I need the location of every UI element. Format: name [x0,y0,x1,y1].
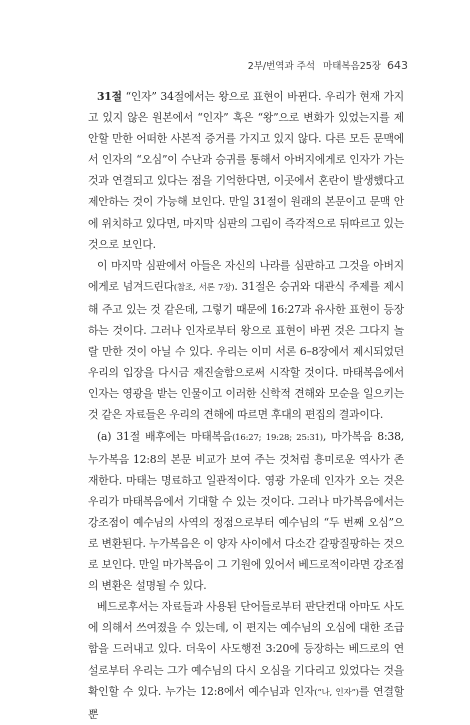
citation: (16:27; 19:28; 25:31) [232,432,323,443]
paragraph-text: 베드로후서는 자료들과 사용된 단어들로부터 판단컨대 아마도 사도에 의해서 쓰여졌을 수 있는데, 이 편지는 예수님의 오심에 대한 조급함을 드러내고 있다. 더욱이 사도행전 3:20에 등장하는 베드로의 연설로부터 우리는 그가 예수님의 다시 오심을 기다리고 있었다는 것을 확인할 수 있다. 누가는 12:8에서 예수님과 인자 [88,600,404,698]
paragraph-text: , 마가복음 8:38, 누가복음 12:8의 본문 비교가 보여 주는 것처럼 흥미로운 역사가 존재한다. 마태는 명료하고 일관적이다. 영광 가운데 인자가 오는 것은 우리가 마태복음에서 기대할 수 있는 것이다. 그러나 마가복음에서는 강조점이 예수님의 사역의 정점으로부터 예수님의 “두 번째 오심”으로 변환된다. 누가복음은 이 양자 사이에서 다소간 갈팡질팡하는 것으로 보인다. 만일 마가복음이 그 기원에 있어서 베드로적이라면 강조점의 변환은 설명될 수 있다. [88,429,404,593]
paragraph-text: (a) 31절 배후에는 마태복음 [97,429,233,443]
verse-lead: 31절 [97,90,122,103]
header-chapter: 마태복음25장 [323,61,381,72]
running-header [0,58,408,72]
body-text [88,86,404,725]
paragraph-4 [88,596,404,725]
paragraph-1 [88,86,404,255]
page-number: 643 [387,59,408,72]
citation: (참조, 서론 7장) [173,282,235,293]
header-section: 2부/번역과 주석 [247,61,316,72]
paragraph-text: 를 연결할 뿐 [88,684,405,721]
citation: (“나, 인자”) [314,687,359,698]
paragraph-text: “인자” 34절에서는 왕으로 표현이 바뀐다. 우리가 현재 가지고 있지 않은 원본에서 “인자” 혹은 “왕”으로 변화가 있었는지를 제안할 만한 어떠한 사본적 증거를 가지고 있지 않다. 다른 모든 문맥에서 인자의 “오심”이 수난과 승귀를 통해서 아버지에게로 인자가 가는 것과 연결되고 있다는 점을 기억한다면, 이곳에서 혼란이 발생했다고 제안하는 것이 가능해 보인다. 만일 31절이 원래의 본문이고 문맥 안에 위치하고 있다면, 마지막 심판의 그림이 즉각적으로 뒤따르고 있는 것으로 보인다. [88,90,404,251]
paragraph-3 [88,426,404,597]
paragraph-text: . 31절은 승귀와 대관식 주제를 제시해 주고 있는 것 같은데, 그렇기 때문에 16:27과 유사한 표현이 등장하는 것이다. 그러나 인자로부터 왕으로 표현이 바뀐 것은 그다지 놀랄 만한 것이 아닐 수 있다. 우리는 이미 서론 6–8장에서 제시되었던 우리의 입장을 다시금 재진술함으로써 시작할 것이다. 마태복음에서 인자는 영광을 받는 인물이고 이러한 신학적 견해와 모순을 일으키는 것 같은 자료들은 우리의 견해에 따르면 후대의 편집의 결과이다. [88,279,404,422]
paragraph-text: 이 마지막 심판에서 아들은 자신의 나라를 심판하고 그것을 아버지에게로 넘겨드린다 [88,258,404,293]
paragraph-2 [88,255,404,426]
